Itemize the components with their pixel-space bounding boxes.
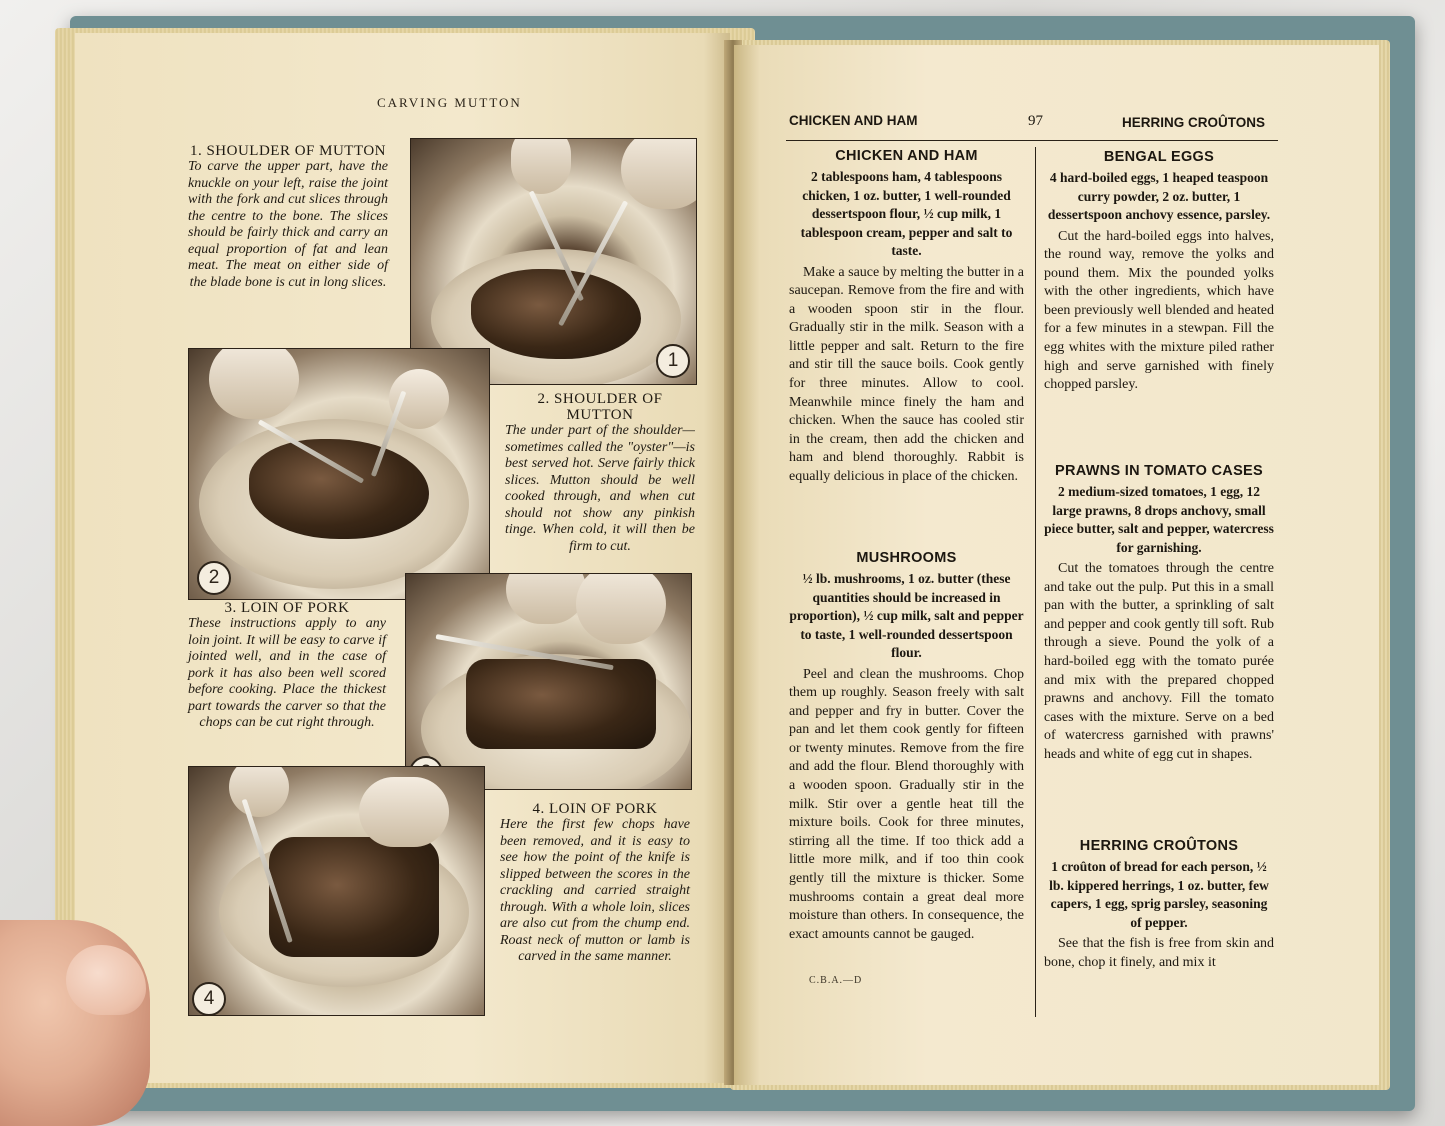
- recipe-title: BENGAL EGGS: [1103, 149, 1215, 165]
- running-head-right-left: CHICKEN AND HAM: [789, 113, 918, 128]
- caption-1: [188, 143, 388, 291]
- caption-2: [505, 391, 695, 555]
- left-page: [75, 33, 730, 1083]
- caption-3-body: These instructions apply to any loin joint. It will be easy to carve if jointed well, and in the case of pork it has also been well scored before cooking. Place the thickest part towards the carver so that the chops can be cut right through.: [188, 616, 386, 730]
- photo-loin-carved: [188, 766, 485, 1016]
- recipe-bengal-eggs: [1044, 149, 1274, 395]
- recipe-ingredients: 4 hard-boiled eggs, 1 heaped teaspoon curry powder, 2 oz. butter, 1 dessertspoon anchovy essence, parsley.: [1047, 170, 1271, 222]
- signature-mark: C.B.A.—D: [809, 975, 863, 986]
- photo-number-1: 1: [656, 344, 690, 378]
- recipe-herring-croutons: [1044, 838, 1274, 972]
- caption-3-title: 3. LOIN OF PORK: [224, 600, 350, 616]
- recipe-ingredients: ½ lb. mushrooms, 1 oz. butter (these quantities should be increased in proportion), ½ cup milk, salt and pepper to taste, 1 well-rounded dessertspoon flour.: [789, 571, 1024, 660]
- photo-number-4: 4: [192, 982, 226, 1016]
- caption-1-body: To carve the upper part, have the knuckle on your left, raise the joint with the fork and cut slices through the centre to the bone. The slices should be fairly thick and carry an equal proportion of fat and lean meat. The meat on either side of the blade bone is cut in long slices.: [188, 159, 388, 290]
- caption-3: [188, 600, 386, 732]
- column-rule: [1035, 147, 1036, 1017]
- running-head-left: CARVING MUTTON: [377, 95, 522, 110]
- recipe-method: Peel and clean the mushrooms. Chop them up roughly. Season freely with salt and pepper and fry in butter. Cover the pan and let them cook gently for fifteen or twenty minutes. Remove from the fire and add the flour. Blend thoroughly with a wooden spoon. Gradually stir in the milk. Stir over a gentle heat till the mixture boils. Cook for three minutes, stirring all the time. If too thick add a little more milk, and if too thin cook gently till the mixture is thicker. Some mushrooms contain a great deal more moisture than others. In consequence, the exact amounts cannot be gauged.: [789, 666, 1024, 942]
- recipe-title: CHICKEN AND HAM: [835, 148, 978, 164]
- caption-4-body: Here the first few chops have been removed, and it is easy to see how the point of the knife is slipped between the scores in the crackling and carried straight through. With a whole loin, slices are also cut from the chump end. Roast neck of mutton or lamb is carved in the same manner.: [500, 817, 690, 964]
- right-page: [734, 45, 1379, 1085]
- caption-1-title: 1. SHOULDER OF MUTTON: [189, 143, 387, 159]
- photo-number-2: 2: [197, 561, 231, 595]
- recipe-chicken-and-ham: [789, 148, 1024, 487]
- recipe-method: See that the fish is free from skin and bone, chop it finely, and mix it: [1044, 936, 1274, 970]
- photo-shoulder-under: [188, 348, 490, 600]
- caption-4: [500, 801, 690, 966]
- caption-2-body: The under part of the shoulder—sometimes called the "oyster"—is best served hot. Serve fairly thick slices. Mutton should be well cooked through, and when cut should not show any pinkish tinge. When cold, it will then be firm to cut.: [505, 423, 695, 554]
- running-head-right-right: HERRING CROÛTONS: [1122, 115, 1266, 130]
- recipe-ingredients: 2 medium-sized tomatoes, 1 egg, 12 large prawns, 8 drops anchovy, small piece butter, salt and pepper, watercress for garnishing.: [1044, 484, 1274, 555]
- recipe-ingredients: 1 croûton of bread for each person, ½ lb. kippered herrings, 1 oz. butter, few capers, 1 egg, sprig parsley, seasoning of pepper.: [1049, 859, 1269, 930]
- recipe-method: Cut the tomatoes through the centre and take out the pulp. Put this in a small pan with the butter, a sprinkling of salt and pepper and cook gently till soft. Rub through a sieve. Pound the yolk of a hard-boiled egg with the tomato purée and mix with the prepared chopped prawns and anchovy. Fill the tomato cases with the mixture. Serve on a bed of watercress garnished with prawns' heads and white of egg cut in shapes.: [1044, 561, 1274, 762]
- recipe-title: HERRING CROÛTONS: [1079, 838, 1239, 854]
- recipe-mushrooms: [789, 550, 1024, 944]
- holding-thumb: [0, 920, 150, 1126]
- recipe-method: Cut the hard-boiled eggs into halves, the round way, remove the yolks and pound them. Mix the pounded yolks with the other ingredients, which have been previously well blended and heated for a few minutes in a stewpan. Fill the egg whites with the mixture piled rather high and serve garnished with finely chopped parsley.: [1044, 228, 1274, 393]
- recipe-prawns-in-tomato-cases: [1044, 463, 1274, 765]
- header-rule: [786, 140, 1278, 141]
- caption-4-title: 4. LOIN OF PORK: [532, 801, 658, 817]
- page-number: 97: [1028, 113, 1043, 129]
- recipe-title: MUSHROOMS: [856, 550, 957, 566]
- photo-loin-whole: [405, 573, 692, 790]
- recipe-ingredients: 2 tablespoons ham, 4 tablespoons chicken, 1 oz. butter, 1 well-rounded dessertspoon flour, ½ cup milk, 1 tablespoon cream, pepper and salt to taste.: [800, 169, 1013, 258]
- recipe-method: Make a sauce by melting the butter in a saucepan. Remove from the fire and with a wooden spoon stir in the flour. Gradually stir in the milk. Season with a little pepper and salt. Return to the fire and stir till the sauce boils. Cook gently for three minutes. Allow to cool. Meanwhile mince finely the ham and chicken. When the sauce has cooled stir in the cream, then add the chicken and ham and blend thoroughly. Rabbit is equally delicious in place of the chicken.: [789, 264, 1024, 485]
- recipe-title: PRAWNS IN TOMATO CASES: [1054, 463, 1263, 479]
- caption-2-title: 2. SHOULDER OF MUTTON: [537, 391, 663, 423]
